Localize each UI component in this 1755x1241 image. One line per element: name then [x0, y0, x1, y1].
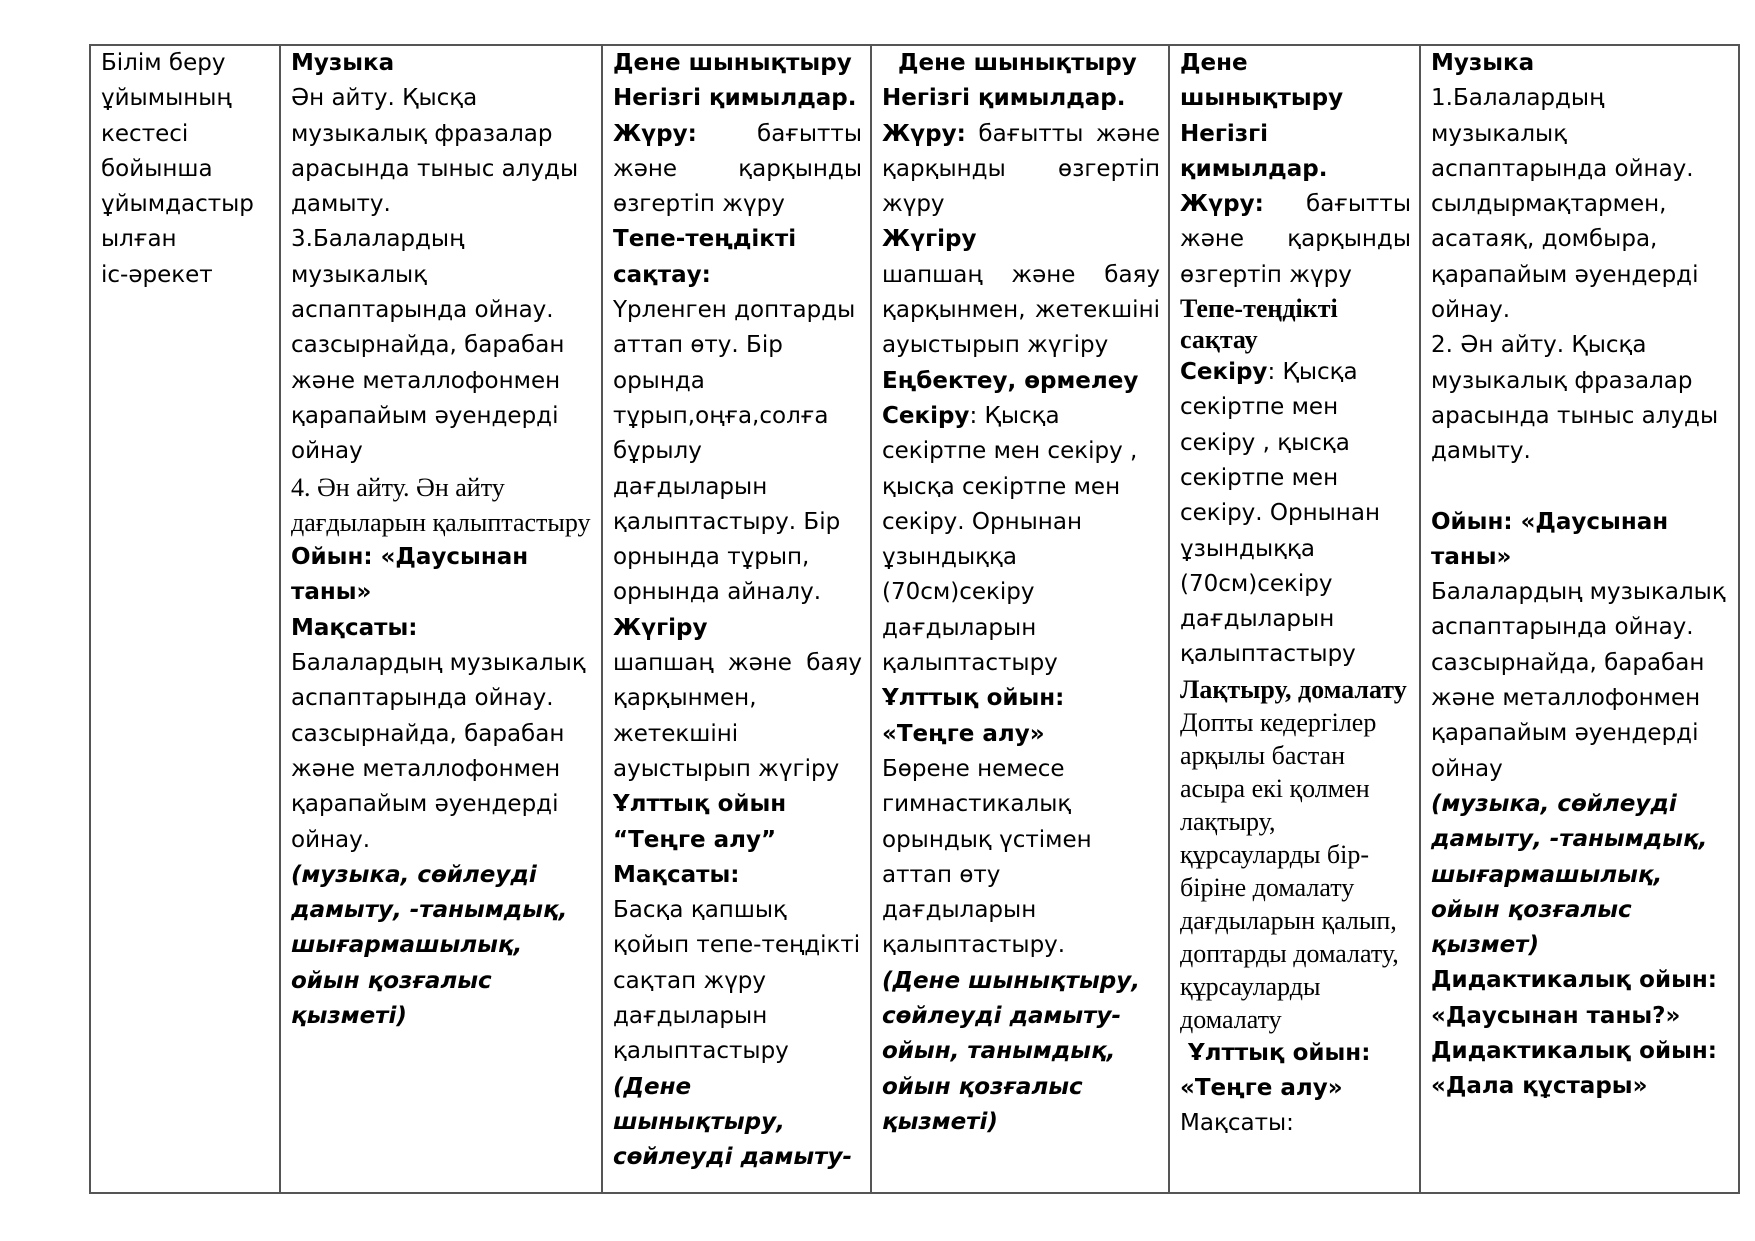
- music-cell-1: [280, 45, 602, 1193]
- run-label: Жүгіру: [882, 226, 977, 253]
- goal-label: Мақсаты:: [291, 614, 418, 641]
- jump-section: [1180, 355, 1411, 673]
- walk-label: Жүру:: [1180, 191, 1264, 218]
- walk-label: Жүру:: [613, 120, 697, 147]
- balance-label: Тепе-теңдікті сақтау: [1180, 294, 1338, 355]
- balance-text: Үрленген доптарды аттап өту. Бір орында тұрып,оңға,солға бұрылу дағдыларын қалыптастыру. Бір орнында тұрып, орнында айналу.: [613, 297, 856, 606]
- run-label: Жүгіру: [613, 614, 708, 641]
- walk-text: бағытты және қарқынды өзгертіп жүру: [613, 120, 862, 218]
- game-title: Ойын: «Даусынан таны»: [291, 544, 529, 606]
- run-text: шапшаң және баяу қарқынмен, жетекшіні ауыстырып жүгіру: [882, 261, 1160, 359]
- subject-title: Дене шынықтыру: [1180, 50, 1344, 112]
- didactic-game-label: Дидактикалық ойын:: [1431, 967, 1717, 994]
- goal-text: Басқа қапшық қойып тепе-теңдікті сақтап жүру дағдыларын қалыптастыру: [613, 897, 861, 1065]
- didactic-game-title: «Дала құстары»: [1431, 1073, 1648, 1100]
- activity-text: 2. Ән айту. Қысқа музыкалық фразалар арасында тыныс алуды дамыту.: [1431, 332, 1719, 465]
- music-cell-2: [1420, 45, 1739, 1193]
- integration-note: (музыка, сөйлеуді дамыту, -танымдық, шығармашылық, ойын қозғалыс қызмет): [1431, 790, 1708, 959]
- row-header-line: іс-әрекет: [101, 261, 213, 288]
- walk-section: [882, 117, 1160, 223]
- national-game-text: Бөрене немесе гимнастикалық орындық үстімен аттап өту дағдыларын қалыптастыру.: [882, 755, 1092, 959]
- throw-text-2: , доптарды домалату, құрсауларды домалату: [1180, 905, 1399, 1034]
- jump-text: : Қысқа секіртпе мен секіру , қысқа секіртпе мен секіру. Орнынан ұзындыққа (70см)секіру дағдыларын қалыптастыру: [882, 402, 1138, 677]
- physical-education-cell-1: [602, 45, 871, 1193]
- national-game-title: «Теңге алу»: [1180, 1075, 1343, 1102]
- row-header-line: Білім беру: [101, 50, 226, 76]
- walk-section: [1180, 187, 1411, 293]
- jump-label: Секіру: [882, 402, 970, 429]
- subject-subtitle: Негізгі қимылдар.: [613, 85, 857, 112]
- game-text: Балалардың музыкалық аспаптарында ойнау. сазсырнайда, барабан және металлофонмен қарапайым әуендерді ойнау: [1431, 579, 1726, 782]
- integration-note: (Дене шынықтыру, сөйлеуді дамыту-: [613, 1073, 853, 1171]
- walk-section: [613, 117, 862, 223]
- walk-text: бағытты және қарқынды өзгертіп жүру: [882, 120, 1160, 218]
- lesson-plan-table: [89, 44, 1740, 1194]
- goal-label: Мақсаты:: [613, 861, 740, 888]
- subject-subtitle: Негізгі қимылдар.: [882, 85, 1126, 112]
- subject-title: Дене шынықтыру: [882, 50, 1137, 76]
- subject-title: Музыка: [291, 50, 395, 76]
- walk-label: Жүру:: [882, 120, 966, 147]
- national-game-label: Ұлттық ойын:: [1180, 1039, 1371, 1066]
- jump-text: : Қысқа секіртпе мен секіру , қысқа секіртпе мен секіру. Орнынан ұзындыққа (70см)секіру дағдыларын қалыптастыру: [1180, 359, 1380, 668]
- row-header-line: кестесі: [101, 120, 189, 147]
- game-title: Ойын: «Даусынан таны»: [1431, 508, 1669, 570]
- activity-text: 1.Балалардың музыкалық аспаптарында ойнау. сылдырмақтармен, асатаяқ, домбыра, қарапайым әуендерді ойнау.: [1431, 85, 1699, 324]
- integration-note: (Дене шынықтыру, сөйлеуді дамыту-ойын, танымдық, ойын қозғалыс қызметі): [882, 967, 1140, 1135]
- throw-section: [1180, 673, 1411, 1036]
- throw-text: Допты кедергілер арқылы бастан асыра екі қолмен лақтыру, құрсауларды бір-біріне домалату дағдыларын қалып: [1180, 707, 1391, 935]
- goal-label: Мақсаты:: [1180, 1110, 1294, 1137]
- activity-text: Ән айту. Қысқа музыкалық фразалар арасында тыныс алуды дамыту.: [291, 85, 579, 218]
- run-text: шапшаң және баяу қарқынмен, жетекшіні ауыстырып жүгіру: [613, 650, 862, 782]
- row-header-cell: [90, 45, 280, 1193]
- throw-label: Лақтыру, домалату: [1180, 674, 1407, 704]
- activity-text: 4. Ән айту. Ән айту дағдыларын қалыптастыру: [291, 472, 591, 537]
- row-header-line: ылған: [101, 226, 177, 253]
- physical-education-cell-3: [1169, 45, 1420, 1193]
- subject-title: Дене шынықтыру: [613, 50, 852, 76]
- integration-note: (музыка, сөйлеуді дамыту, -танымдық, шығармашылық, ойын қозғалыс қызметі): [291, 861, 568, 1030]
- goal-text: Балалардың музыкалық аспаптарында ойнау. сазсырнайда, барабан және металлофонмен қарапайым әуендерді ойнау.: [291, 650, 586, 853]
- national-game-label: Ұлттық ойын:: [882, 685, 1065, 712]
- row-header-line: ұйымдастыр: [101, 191, 254, 218]
- row-header-line: бойынша: [101, 155, 213, 182]
- jump-section: [882, 399, 1160, 681]
- didactic-game-label: Дидактикалық ойын:: [1431, 1038, 1717, 1065]
- table-row: [90, 45, 1739, 1193]
- didactic-game-title: «Даусынан таны?»: [1431, 1002, 1681, 1029]
- jump-label: Секіру: [1180, 359, 1268, 386]
- activity-text: 3.Балалардың музыкалық аспаптарында ойнау. сазсырнайда, барабан және металлофонмен қарапайым әуендерді ойнау: [291, 226, 565, 465]
- walk-text: бағытты және қарқынды өзгертіп жүру: [1180, 191, 1411, 288]
- balance-label: Тепе-теңдікті сақтау:: [613, 226, 797, 288]
- row-header-line: ұйымының: [101, 85, 232, 112]
- physical-education-cell-2: [871, 45, 1169, 1193]
- subject-subtitle: Негізгі қимылдар.: [1180, 120, 1328, 182]
- subject-title: Музыка: [1431, 50, 1535, 76]
- national-game-title: “Теңге алу”: [613, 826, 777, 853]
- national-game-title: «Теңге алу»: [882, 720, 1045, 747]
- national-game-label: Ұлттық ойын: [613, 791, 787, 818]
- climb-label: Еңбектеу, өрмелеу: [882, 367, 1139, 394]
- spacer: [1431, 470, 1730, 505]
